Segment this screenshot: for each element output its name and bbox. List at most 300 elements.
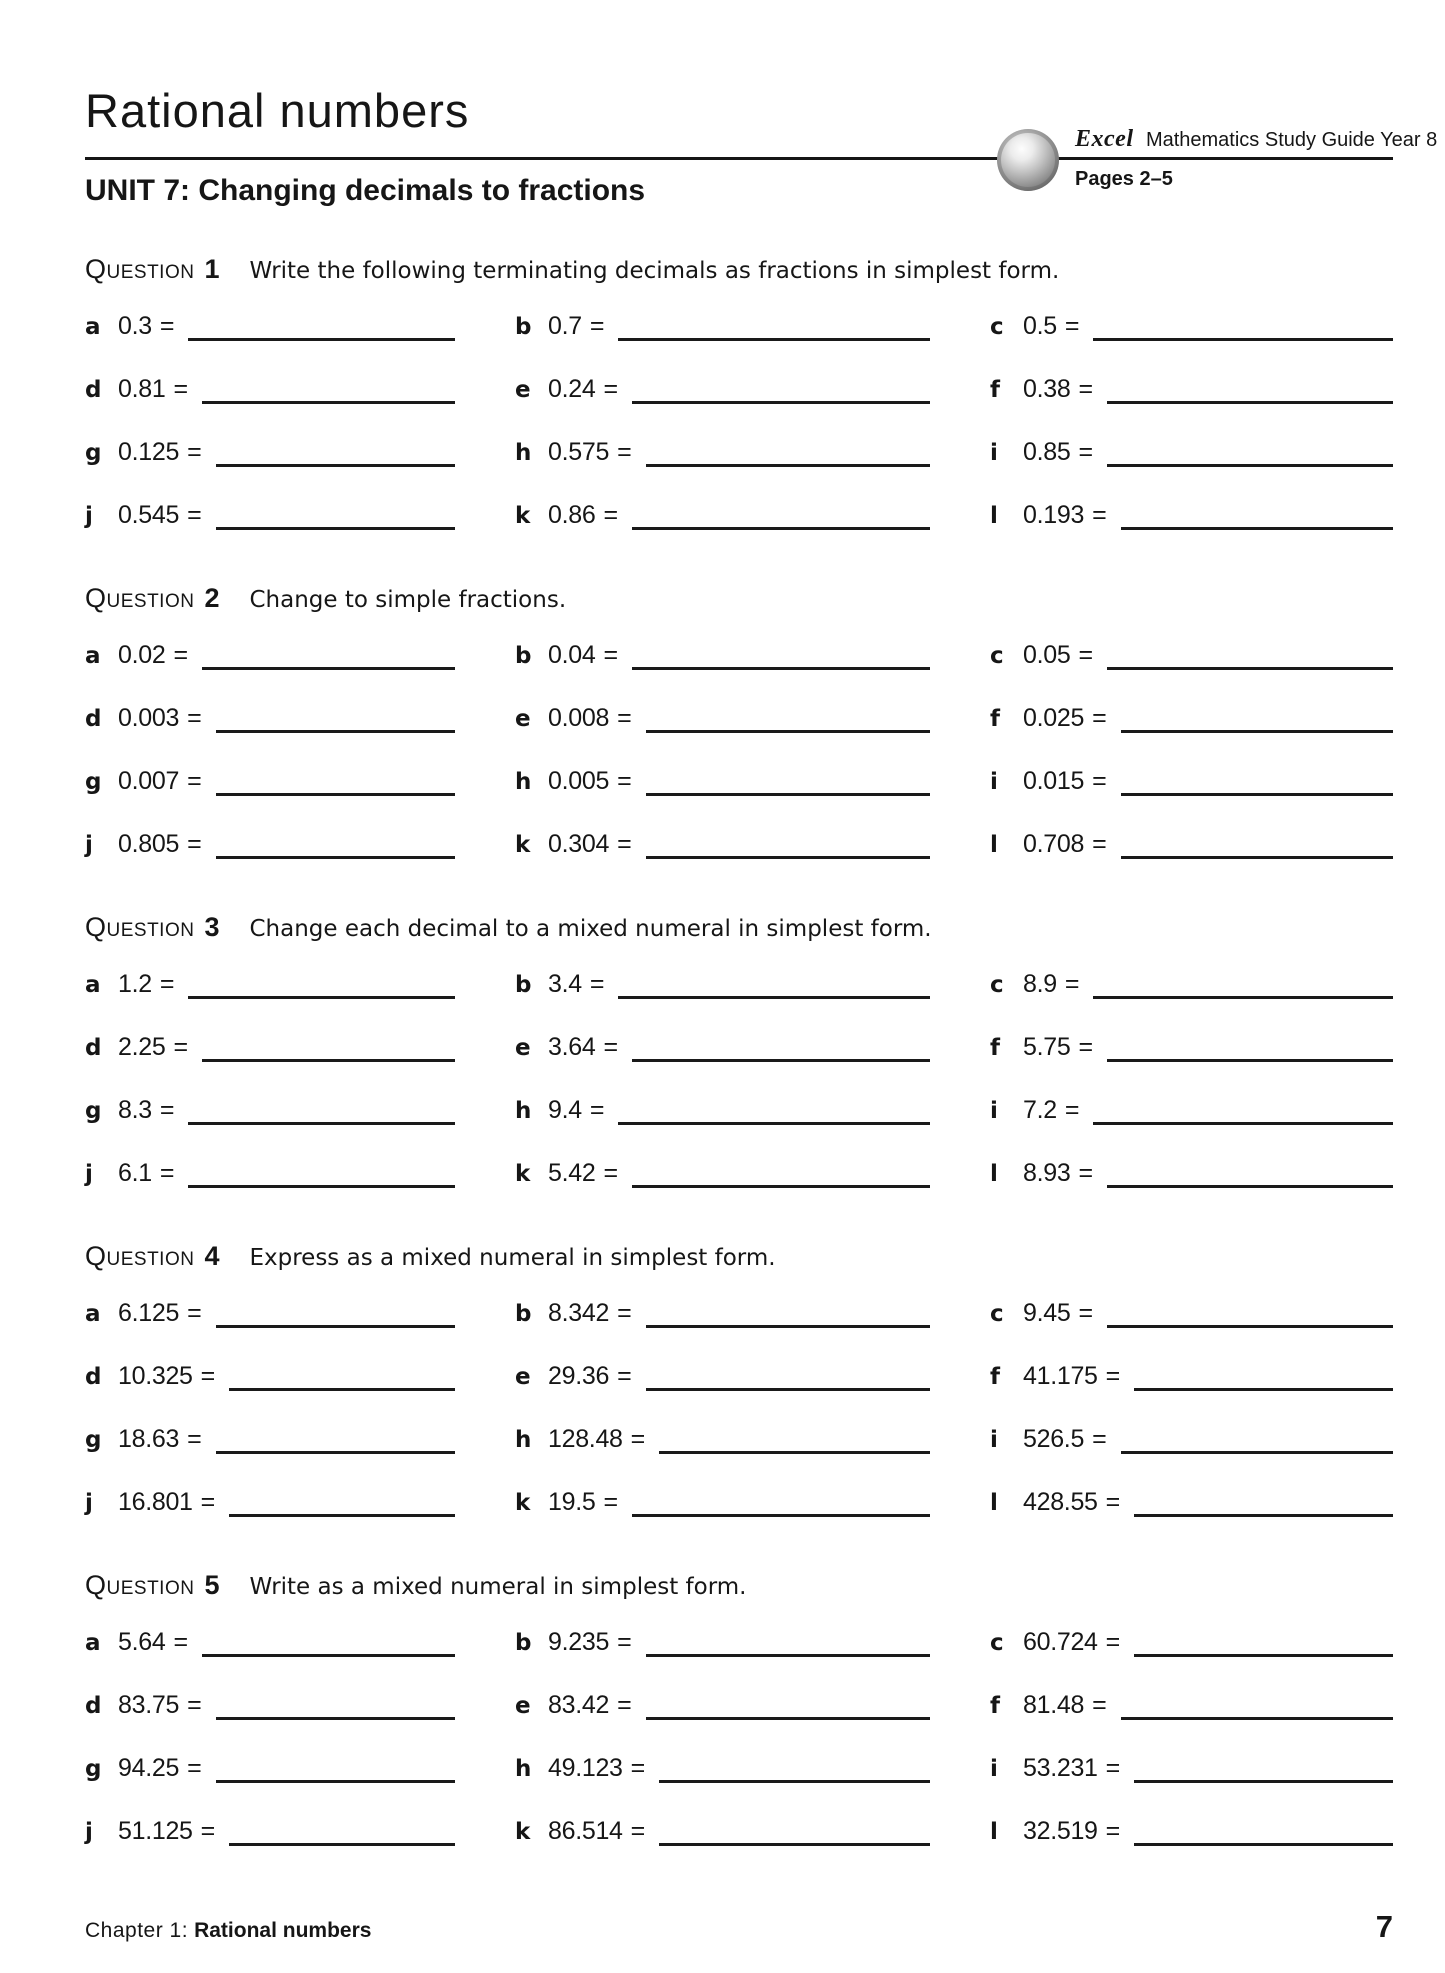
item-value: 3.4 (548, 970, 582, 999)
question-item (515, 1790, 990, 1853)
item-value: 5.42 (548, 1159, 596, 1188)
equals-sign: = (187, 767, 202, 796)
question-header (85, 912, 1393, 943)
answer-blank (659, 1451, 930, 1454)
equals-sign: = (603, 375, 619, 404)
item-letter: h (515, 1756, 532, 1783)
question-section (85, 912, 1393, 1195)
question-item (515, 943, 990, 1006)
item-letter: a (85, 1630, 101, 1657)
answer-blank (618, 338, 930, 341)
item-value: 0.304 (548, 830, 610, 859)
answer-blank (1107, 1325, 1393, 1328)
item-value: 0.575 (548, 438, 610, 467)
question-item (515, 1601, 990, 1664)
answer-blank (1121, 1717, 1393, 1720)
question-item (85, 348, 515, 411)
item-letter: b (515, 1630, 532, 1657)
item-value: 0.005 (548, 767, 610, 796)
question-item (515, 1132, 990, 1195)
answer-blank (216, 1325, 455, 1328)
sphere-logo-icon (997, 129, 1059, 191)
equals-sign: = (1092, 501, 1107, 530)
question-item (85, 1664, 515, 1727)
question-item (990, 740, 1393, 803)
answer-blank (1134, 1654, 1393, 1657)
item-value: 9.45 (1023, 1299, 1071, 1328)
item-letter: i (990, 1098, 998, 1125)
question-item (515, 474, 990, 537)
answer-blank (632, 1185, 930, 1188)
answer-blank (188, 1185, 455, 1188)
item-value: 53.231 (1023, 1754, 1098, 1783)
question-item (990, 1132, 1393, 1195)
question-instruction: Express as a mixed numeral in simplest form. (249, 1245, 776, 1272)
question-section (85, 254, 1393, 537)
question-item (85, 411, 515, 474)
item-letter: e (515, 1035, 531, 1062)
equals-sign: = (603, 501, 619, 530)
item-value: 2.25 (118, 1033, 166, 1062)
answer-blank (1121, 856, 1393, 859)
item-value: 16.801 (118, 1488, 193, 1517)
answer-blank (646, 856, 930, 859)
answer-blank (632, 1514, 930, 1517)
question-item (990, 1664, 1393, 1727)
question-item (990, 411, 1393, 474)
question-item (990, 474, 1393, 537)
item-value: 0.05 (1023, 641, 1071, 670)
item-value: 86.514 (548, 1817, 623, 1846)
item-value: 6.1 (118, 1159, 152, 1188)
equals-sign: = (173, 641, 189, 670)
equals-sign: = (630, 1754, 646, 1783)
item-letter: k (515, 1819, 531, 1846)
question-section (85, 583, 1393, 866)
answer-blank (646, 1717, 930, 1720)
item-letter: e (515, 1693, 531, 1720)
item-letter: j (85, 1490, 93, 1517)
equals-sign: = (1078, 375, 1094, 404)
item-value: 0.545 (118, 501, 180, 530)
question-item (515, 803, 990, 866)
item-value: 0.24 (548, 375, 596, 404)
question-item (85, 1272, 515, 1335)
item-letter: l (990, 1819, 998, 1846)
item-letter: g (85, 1098, 102, 1125)
answer-blank (216, 1451, 455, 1454)
answer-blank (216, 464, 455, 467)
equals-sign: = (1078, 641, 1094, 670)
question-item (85, 1601, 515, 1664)
item-value: 94.25 (118, 1754, 180, 1783)
item-letter: c (990, 643, 1004, 670)
item-letter: j (85, 1161, 93, 1188)
equals-sign: = (1078, 1159, 1094, 1188)
item-value: 83.42 (548, 1691, 610, 1720)
question-number: 3 (204, 912, 220, 943)
question-instruction: Change each decimal to a mixed numeral in simplest form. (249, 916, 932, 943)
equals-sign: = (617, 767, 632, 796)
item-letter: a (85, 643, 101, 670)
item-letter: e (515, 377, 531, 404)
item-value: 526.5 (1023, 1425, 1085, 1454)
equals-sign: = (200, 1488, 216, 1517)
item-value: 0.04 (548, 641, 596, 670)
answer-blank (1107, 1059, 1393, 1062)
item-value: 0.007 (118, 767, 180, 796)
equals-sign: = (1092, 1691, 1107, 1720)
answer-blank (216, 1717, 455, 1720)
equals-sign: = (617, 1691, 632, 1720)
item-value: 6.125 (118, 1299, 180, 1328)
equals-sign: = (1105, 1754, 1121, 1783)
equals-sign: = (617, 1362, 632, 1391)
item-value: 0.86 (548, 501, 596, 530)
question-item (515, 1335, 990, 1398)
item-letter: g (85, 440, 102, 467)
item-letter: d (85, 706, 102, 733)
question-item (515, 1069, 990, 1132)
item-letter: k (515, 1490, 531, 1517)
brand-series: Mathematics Study Guide Year 8 (1145, 129, 1438, 152)
question-item (990, 803, 1393, 866)
question-number: 4 (204, 1241, 220, 1272)
question-item (85, 1461, 515, 1524)
question-item (85, 803, 515, 866)
item-value: 0.3 (118, 312, 152, 341)
question-items (85, 943, 1393, 1195)
question-item (85, 1727, 515, 1790)
brand-logo-word: Excel (1075, 126, 1134, 153)
item-value: 0.81 (118, 375, 166, 404)
equals-sign: = (187, 1754, 202, 1783)
question-item (515, 740, 990, 803)
answer-blank (188, 1122, 455, 1125)
answer-blank (1121, 1451, 1393, 1454)
item-value: 0.85 (1023, 438, 1071, 467)
question-label: Question (85, 254, 195, 285)
item-letter: g (85, 1756, 102, 1783)
question-number: 1 (204, 254, 220, 285)
chapter-reference (85, 1919, 371, 1943)
question-header (85, 1241, 1393, 1272)
question-instruction: Write as a mixed numeral in simplest form. (249, 1574, 747, 1601)
equals-sign: = (187, 1299, 202, 1328)
question-item (515, 1006, 990, 1069)
answer-blank (646, 1388, 930, 1391)
item-letter: b (515, 643, 532, 670)
item-letter: d (85, 1035, 102, 1062)
question-item (990, 1601, 1393, 1664)
question-item (85, 740, 515, 803)
equals-sign: = (159, 312, 175, 341)
answer-blank (202, 1059, 455, 1062)
item-value: 10.325 (118, 1362, 193, 1391)
item-value: 9.235 (548, 1628, 610, 1657)
item-value: 9.4 (548, 1096, 582, 1125)
item-value: 41.175 (1023, 1362, 1098, 1391)
equals-sign: = (589, 1096, 605, 1125)
answer-blank (216, 730, 455, 733)
question-item (85, 614, 515, 677)
item-value: 1.2 (118, 970, 152, 999)
item-letter: l (990, 832, 998, 859)
answer-blank (202, 401, 455, 404)
answer-blank (229, 1388, 455, 1391)
question-item (990, 348, 1393, 411)
question-label: Question (85, 912, 195, 943)
question-items (85, 1272, 1393, 1524)
answer-blank (659, 1843, 930, 1846)
equals-sign: = (200, 1362, 216, 1391)
item-letter: i (990, 1427, 998, 1454)
question-item (85, 1790, 515, 1853)
question-item (85, 677, 515, 740)
answer-blank (1107, 667, 1393, 670)
item-value: 0.805 (118, 830, 180, 859)
answer-blank (1093, 338, 1393, 341)
item-letter: f (990, 1364, 1001, 1391)
item-letter: d (85, 1693, 102, 1720)
question-items (85, 614, 1393, 866)
equals-sign: = (1092, 1425, 1107, 1454)
item-letter: l (990, 503, 998, 530)
equals-sign: = (617, 1299, 632, 1328)
equals-sign: = (187, 830, 202, 859)
item-letter: b (515, 314, 532, 341)
question-item (85, 1069, 515, 1132)
question-label: Question (85, 583, 195, 614)
answer-blank (1134, 1843, 1393, 1846)
item-value: 8.342 (548, 1299, 610, 1328)
item-value: 19.5 (548, 1488, 596, 1517)
item-value: 128.48 (548, 1425, 623, 1454)
equals-sign: = (1092, 704, 1107, 733)
equals-sign: = (617, 438, 632, 467)
page-footer (85, 1909, 1393, 1945)
question-item (85, 285, 515, 348)
item-value: 0.125 (118, 438, 180, 467)
item-value: 5.75 (1023, 1033, 1071, 1062)
item-letter: l (990, 1490, 998, 1517)
item-letter: h (515, 769, 532, 796)
equals-sign: = (603, 1159, 619, 1188)
question-item (990, 1069, 1393, 1132)
unit-heading: UNIT 7: Changing decimals to fractions (85, 174, 646, 208)
answer-blank (202, 667, 455, 670)
item-value: 0.008 (548, 704, 610, 733)
item-value: 0.7 (548, 312, 582, 341)
answer-blank (216, 856, 455, 859)
item-value: 51.125 (118, 1817, 193, 1846)
equals-sign: = (617, 704, 632, 733)
equals-sign: = (1064, 970, 1080, 999)
answer-blank (1121, 527, 1393, 530)
equals-sign: = (173, 375, 189, 404)
item-value: 29.36 (548, 1362, 610, 1391)
answer-blank (202, 1654, 455, 1657)
item-letter: i (990, 1756, 998, 1783)
item-letter: h (515, 1427, 532, 1454)
item-letter: b (515, 972, 532, 999)
question-number: 2 (204, 583, 220, 614)
item-value: 83.75 (118, 1691, 180, 1720)
answer-blank (646, 730, 930, 733)
question-item (85, 474, 515, 537)
answer-blank (632, 527, 930, 530)
item-letter: g (85, 769, 102, 796)
equals-sign: = (187, 438, 202, 467)
equals-sign: = (603, 1033, 619, 1062)
question-item (515, 1272, 990, 1335)
equals-sign: = (1064, 1096, 1080, 1125)
equals-sign: = (603, 641, 619, 670)
answer-blank (1134, 1514, 1393, 1517)
question-item (990, 1006, 1393, 1069)
question-section (85, 1241, 1393, 1524)
item-letter: c (990, 314, 1004, 341)
chapter-prefix: Chapter 1: (85, 1919, 189, 1943)
equals-sign: = (1078, 1299, 1094, 1328)
equals-sign: = (1105, 1817, 1121, 1846)
item-letter: j (85, 832, 93, 859)
item-letter: f (990, 1693, 1001, 1720)
item-letter: f (990, 706, 1001, 733)
question-item (515, 677, 990, 740)
item-letter: a (85, 972, 101, 999)
brand-line (1075, 126, 1437, 153)
item-letter: g (85, 1427, 102, 1454)
question-item (515, 1461, 990, 1524)
item-value: 0.015 (1023, 767, 1085, 796)
answer-blank (1093, 996, 1393, 999)
answer-blank (1107, 401, 1393, 404)
item-letter: f (990, 1035, 1001, 1062)
answer-blank (1121, 730, 1393, 733)
item-value: 5.64 (118, 1628, 166, 1657)
answer-blank (229, 1843, 455, 1846)
question-item (990, 1335, 1393, 1398)
item-letter: i (990, 769, 998, 796)
item-letter: c (990, 972, 1004, 999)
question-item (515, 285, 990, 348)
item-letter: b (515, 1301, 532, 1328)
question-header (85, 1570, 1393, 1601)
question-item (85, 1132, 515, 1195)
question-item (515, 1727, 990, 1790)
question-item (515, 348, 990, 411)
question-item (990, 1272, 1393, 1335)
item-value: 32.519 (1023, 1817, 1098, 1846)
equals-sign: = (159, 970, 175, 999)
answer-blank (216, 1780, 455, 1783)
equals-sign: = (603, 1488, 619, 1517)
equals-sign: = (200, 1817, 216, 1846)
answer-blank (1134, 1780, 1393, 1783)
question-item (990, 1790, 1393, 1853)
answer-blank (1107, 464, 1393, 467)
answer-blank (618, 1122, 930, 1125)
equals-sign: = (159, 1159, 175, 1188)
answer-blank (188, 996, 455, 999)
question-item (515, 1398, 990, 1461)
answer-blank (659, 1780, 930, 1783)
equals-sign: = (187, 1691, 202, 1720)
item-value: 60.724 (1023, 1628, 1098, 1657)
question-item (990, 1727, 1393, 1790)
item-value: 8.3 (118, 1096, 152, 1125)
answer-blank (618, 996, 930, 999)
item-value: 0.38 (1023, 375, 1071, 404)
equals-sign: = (1105, 1628, 1121, 1657)
answer-blank (1134, 1388, 1393, 1391)
equals-sign: = (187, 501, 202, 530)
question-item (85, 1335, 515, 1398)
answer-blank (646, 1325, 930, 1328)
page-header (85, 84, 1438, 208)
answer-blank (1093, 1122, 1393, 1125)
answer-blank (216, 793, 455, 796)
equals-sign: = (1078, 438, 1094, 467)
equals-sign: = (173, 1628, 189, 1657)
equals-sign: = (589, 312, 605, 341)
item-value: 8.9 (1023, 970, 1057, 999)
equals-sign: = (1078, 1033, 1094, 1062)
equals-sign: = (617, 830, 632, 859)
item-value: 7.2 (1023, 1096, 1057, 1125)
question-item (990, 943, 1393, 1006)
question-section (85, 1570, 1393, 1853)
item-letter: d (85, 1364, 102, 1391)
equals-sign: = (187, 704, 202, 733)
answer-blank (646, 793, 930, 796)
answer-blank (646, 1654, 930, 1657)
item-letter: k (515, 1161, 531, 1188)
item-value: 81.48 (1023, 1691, 1085, 1720)
item-letter: h (515, 440, 532, 467)
question-number: 5 (204, 1570, 220, 1601)
item-letter: a (85, 314, 101, 341)
equals-sign: = (589, 970, 605, 999)
equals-sign: = (630, 1425, 646, 1454)
equals-sign: = (1105, 1488, 1121, 1517)
chapter-name: Rational numbers (194, 1919, 372, 1943)
answer-blank (632, 1059, 930, 1062)
question-item (85, 943, 515, 1006)
equals-sign: = (630, 1817, 646, 1846)
item-letter: l (990, 1161, 998, 1188)
question-items (85, 285, 1393, 537)
question-header (85, 583, 1393, 614)
equals-sign: = (1092, 830, 1107, 859)
item-value: 0.193 (1023, 501, 1085, 530)
question-instruction: Write the following terminating decimals as fractions in simplest form. (249, 258, 1060, 285)
item-letter: a (85, 1301, 101, 1328)
question-item (990, 1398, 1393, 1461)
question-item (990, 285, 1393, 348)
answer-blank (632, 667, 930, 670)
item-value: 3.64 (548, 1033, 596, 1062)
item-letter: j (85, 1819, 93, 1846)
item-letter: e (515, 1364, 531, 1391)
answer-blank (229, 1514, 455, 1517)
question-instruction: Change to simple fractions. (249, 587, 567, 614)
page-title: Rational numbers (85, 84, 470, 137)
item-value: 0.02 (118, 641, 166, 670)
questions (85, 254, 1393, 1853)
answer-blank (632, 401, 930, 404)
